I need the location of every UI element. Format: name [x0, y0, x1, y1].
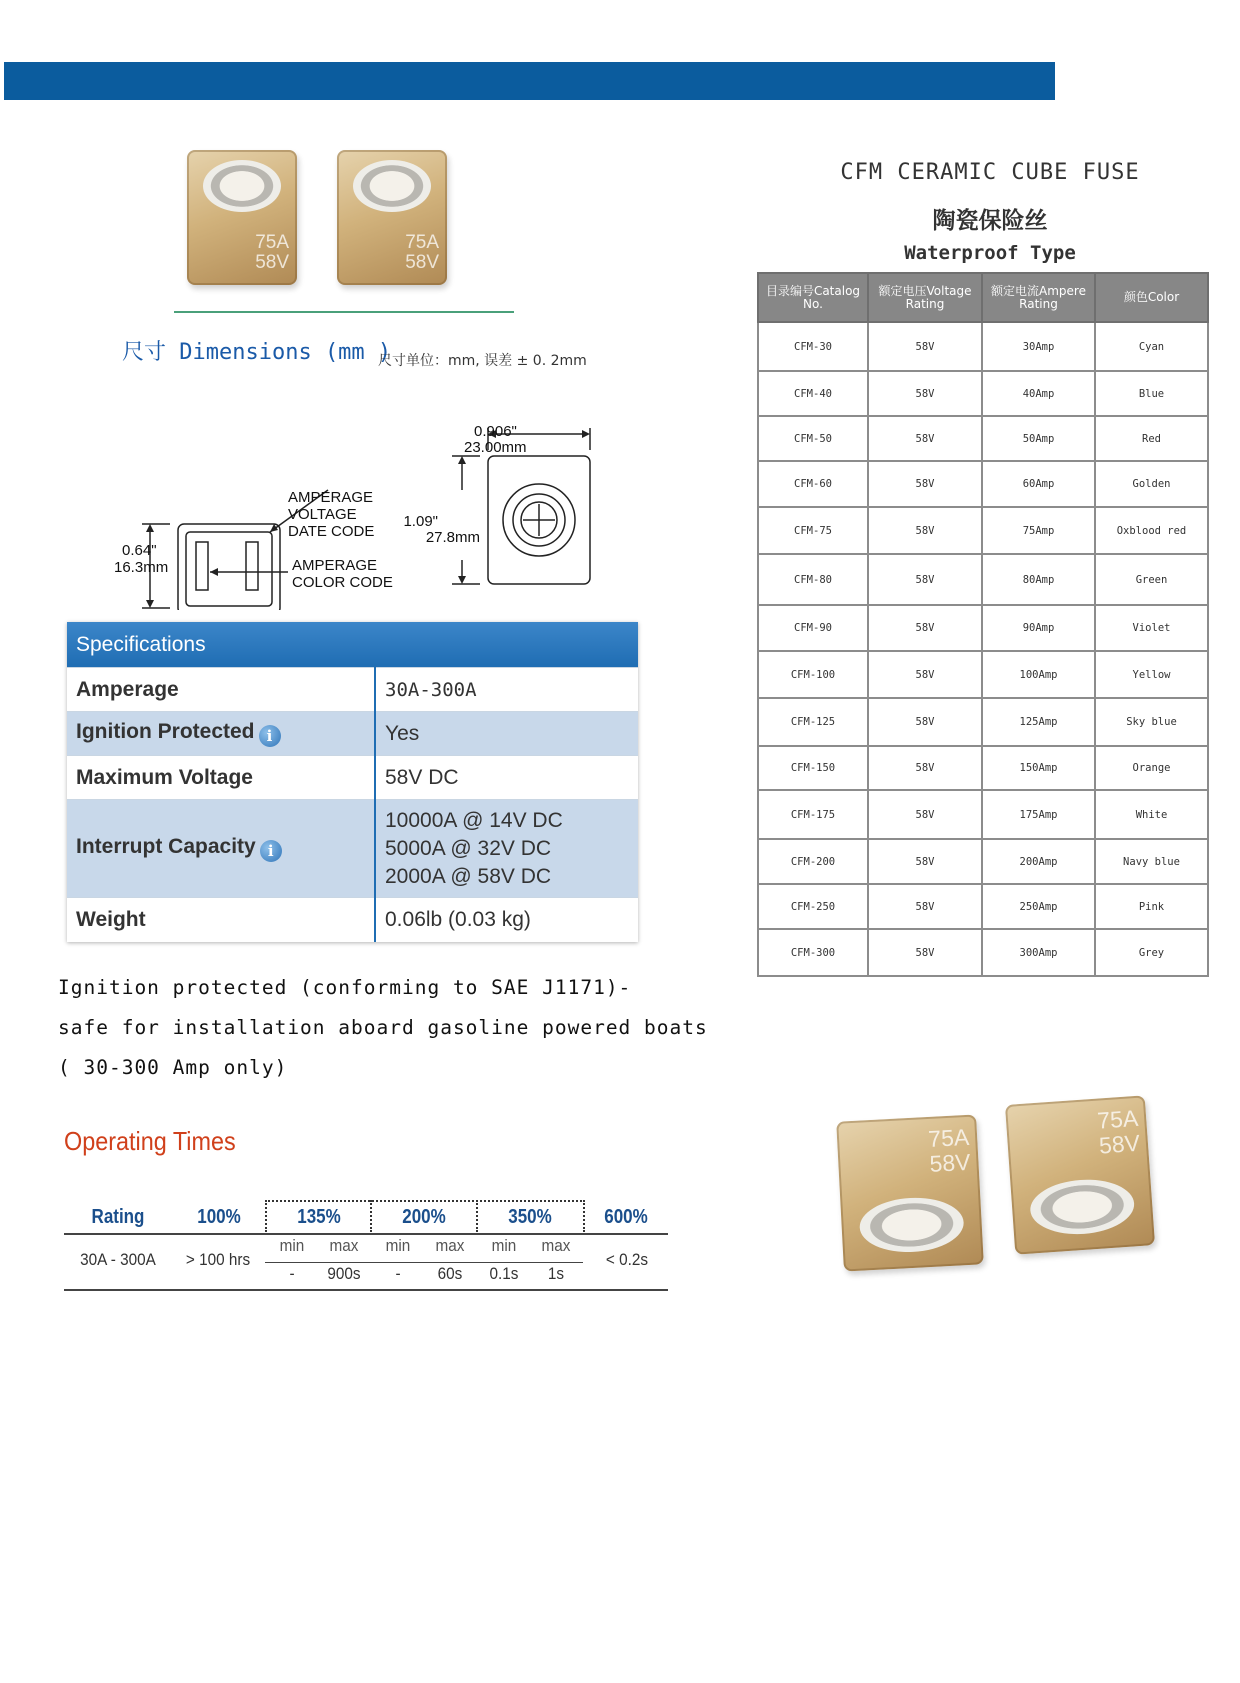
arrowhead — [458, 456, 466, 464]
catalog-row — [758, 790, 1208, 839]
spec-value: 0.06lb (0.03 kg) — [375, 898, 638, 942]
voltage-cell: 58V — [868, 605, 982, 651]
spec-key: Maximum Voltage — [67, 756, 375, 800]
catalog-no-cell: CFM-175 — [758, 790, 868, 839]
spec-row — [67, 756, 638, 800]
color-cell: Grey — [1095, 929, 1208, 976]
catalog-no-cell: CFM-100 — [758, 651, 868, 698]
op-value: 900s — [327, 1264, 361, 1283]
ampere-cell: 300Amp — [982, 929, 1095, 976]
terminal-ring — [858, 1195, 965, 1254]
terminal-ring — [203, 160, 281, 212]
op-value: - — [289, 1264, 295, 1283]
arrowhead — [210, 568, 218, 576]
catalog-row — [758, 839, 1208, 884]
product-title: CFM CERAMIC CUBE FUSE — [840, 160, 1140, 185]
dotted-rule — [370, 1200, 372, 1232]
ampere-cell: 175Amp — [982, 790, 1095, 839]
specifications-table — [67, 622, 638, 942]
catalog-row — [758, 554, 1208, 605]
height-mm-label: 27.8mm — [425, 529, 480, 546]
height-in-label: 1.09" — [403, 513, 438, 530]
op-value: 60s — [437, 1264, 463, 1283]
spec-value: 30A-300A — [375, 668, 638, 712]
catalog-no-cell: CFM-250 — [758, 884, 868, 929]
color-cell: Navy blue — [1095, 839, 1208, 884]
catalog-no-cell: CFM-80 — [758, 554, 868, 605]
voltage-cell: 58V — [868, 554, 982, 605]
width-mm-label: 23.00mm — [464, 439, 527, 456]
fuse-image — [836, 1114, 984, 1271]
op-value: 0.1s — [489, 1264, 519, 1283]
color-cell: Red — [1095, 416, 1208, 461]
catalog-row — [758, 605, 1208, 651]
voltage-cell: 58V — [868, 461, 982, 507]
op-header-200: 200% — [402, 1206, 446, 1228]
label-date-code: DATE CODE — [288, 523, 375, 540]
catalog-header-cell: 额定电流Ampere Rating — [982, 273, 1095, 322]
spec-key: Ignition Protected — [76, 720, 255, 743]
op-sub-min: min — [279, 1236, 305, 1255]
op-sub-max: max — [435, 1236, 465, 1255]
ampere-cell: 75Amp — [982, 507, 1095, 554]
op-header-135: 135% — [297, 1206, 341, 1228]
side-terminal-right — [246, 542, 258, 590]
ignition-note-line: Ignition protected (conforming to SAE J1171)- — [58, 976, 632, 999]
ampere-cell: 250Amp — [982, 884, 1095, 929]
color-cell: Green — [1095, 554, 1208, 605]
catalog-no-cell: CFM-75 — [758, 507, 868, 554]
arrowhead — [146, 524, 154, 532]
op-sub-max: max — [541, 1236, 571, 1255]
op-value: - — [395, 1264, 401, 1283]
voltage-cell: 58V — [868, 371, 982, 416]
spec-key: Weight — [67, 898, 375, 942]
voltage-cell: 58V — [868, 746, 982, 790]
catalog-row — [758, 461, 1208, 507]
catalog-no-cell: CFM-125 — [758, 698, 868, 746]
ampere-cell: 80Amp — [982, 554, 1095, 605]
catalog-row — [758, 322, 1208, 371]
catalog-row — [758, 929, 1208, 976]
op-sub-max: max — [329, 1236, 359, 1255]
voltage-cell: 58V — [868, 651, 982, 698]
ampere-cell: 60Amp — [982, 461, 1095, 507]
divider — [174, 311, 514, 313]
catalog-no-cell: CFM-300 — [758, 929, 868, 976]
ampere-cell: 100Amp — [982, 651, 1095, 698]
catalog-no-cell: CFM-150 — [758, 746, 868, 790]
label-voltage: VOLTAGE — [288, 506, 357, 523]
catalog-no-cell: CFM-30 — [758, 322, 868, 371]
header-band — [4, 62, 1055, 100]
catalog-row — [758, 884, 1208, 929]
ampere-cell: 125Amp — [982, 698, 1095, 746]
color-cell: White — [1095, 790, 1208, 839]
fuse-marking: 75A 58V — [405, 232, 439, 273]
catalog-table — [757, 272, 1209, 977]
side-view-inner — [186, 532, 272, 606]
ampere-cell: 150Amp — [982, 746, 1095, 790]
catalog-header-cell: 额定电压Voltage Rating — [868, 273, 982, 322]
catalog-header-cell: 颜色Color — [1095, 273, 1208, 322]
op-100-value: > 100 hrs — [185, 1250, 251, 1269]
product-title-cn: 陶瓷保险丝 — [932, 208, 1048, 234]
arrowhead — [146, 600, 154, 608]
spec-key: Interrupt Capacity — [76, 835, 256, 858]
ampere-cell: 50Amp — [982, 416, 1095, 461]
arrowhead — [458, 576, 466, 584]
dimension-drawing — [100, 420, 620, 610]
fuse-marking: 75A 58V — [1096, 1104, 1141, 1159]
color-cell: Golden — [1095, 461, 1208, 507]
ampere-cell: 200Amp — [982, 839, 1095, 884]
dotted-rule — [583, 1200, 585, 1232]
ampere-cell: 40Amp — [982, 371, 1095, 416]
voltage-cell: 58V — [868, 698, 982, 746]
color-cell: Pink — [1095, 884, 1208, 929]
catalog-header-row — [758, 273, 1208, 322]
catalog-row — [758, 651, 1208, 698]
catalog-no-cell: CFM-90 — [758, 605, 868, 651]
terminal-ring — [353, 160, 431, 212]
op-header-350: 350% — [508, 1206, 552, 1228]
color-cell: Yellow — [1095, 651, 1208, 698]
dimensions-note: 尺寸单位：mm, 误差 ± 0. 2mm — [378, 353, 587, 369]
catalog-no-cell: CFM-50 — [758, 416, 868, 461]
ignition-note-line: safe for installation aboard gasoline powered boats — [58, 1016, 708, 1039]
ignition-note-line: ( 30-300 Amp only) — [58, 1056, 288, 1079]
info-icon[interactable]: i — [260, 840, 282, 862]
op-header-100: 100% — [197, 1206, 241, 1228]
op-sub-min: min — [385, 1236, 411, 1255]
color-cell: Cyan — [1095, 322, 1208, 371]
color-cell: Blue — [1095, 371, 1208, 416]
ampere-cell: 90Amp — [982, 605, 1095, 651]
operating-times-title: Operating Times — [64, 1126, 236, 1156]
voltage-cell: 58V — [868, 790, 982, 839]
voltage-cell: 58V — [868, 416, 982, 461]
dotted-rule-top — [265, 1200, 585, 1202]
op-header-600: 600% — [604, 1206, 648, 1228]
op-rating-value: 30A - 300A — [80, 1250, 156, 1269]
op-rule — [64, 1233, 668, 1235]
dotted-rule — [265, 1200, 267, 1232]
op-rule — [265, 1262, 583, 1263]
fuse-image — [1005, 1095, 1155, 1254]
color-cell: Orange — [1095, 746, 1208, 790]
label-color-code: COLOR CODE — [292, 574, 393, 591]
spec-key-cell — [67, 712, 375, 756]
op-600-value: < 0.2s — [605, 1250, 649, 1269]
op-rule — [64, 1289, 668, 1291]
catalog-no-cell: CFM-200 — [758, 839, 868, 884]
terminal-ring — [1028, 1176, 1136, 1237]
dotted-rule — [476, 1200, 478, 1232]
voltage-cell: 58V — [868, 929, 982, 976]
op-value: 1s — [547, 1264, 565, 1283]
spec-value: 5000A @ 32V DC — [385, 836, 552, 860]
catalog-row — [758, 507, 1208, 554]
depth-in-label: 0.64" — [122, 542, 157, 559]
fuse-marking: 75A 58V — [927, 1123, 972, 1177]
spec-key: Amperage — [67, 668, 375, 712]
catalog-no-cell: CFM-40 — [758, 371, 868, 416]
catalog-row — [758, 746, 1208, 790]
color-cell: Violet — [1095, 605, 1208, 651]
catalog-row — [758, 698, 1208, 746]
spec-value: 2000A @ 58V DC — [385, 864, 552, 888]
color-cell: Oxblood red — [1095, 507, 1208, 554]
op-header-rating: Rating — [91, 1206, 145, 1228]
spec-value: Yes — [375, 712, 638, 756]
fuse-image — [337, 150, 447, 285]
spec-row — [67, 712, 638, 756]
depth-mm-label: 16.3mm — [114, 559, 169, 576]
voltage-cell: 58V — [868, 839, 982, 884]
side-view-outline — [178, 524, 280, 610]
spec-row — [67, 668, 638, 712]
product-subtitle: Waterproof Type — [904, 242, 1076, 264]
fuse-marking: 75A 58V — [255, 232, 289, 273]
catalog-header-cell: 目录编号Catalog No. — [758, 273, 868, 322]
dimensions-title: 尺寸 Dimensions (mm ) — [122, 340, 392, 365]
catalog-no-cell: CFM-60 — [758, 461, 868, 507]
fuse-image — [187, 150, 297, 285]
spec-key-cell — [67, 800, 375, 898]
label-amperage-2: AMPERAGE — [292, 557, 378, 574]
catalog-body — [758, 322, 1208, 976]
catalog-row — [758, 416, 1208, 461]
info-icon[interactable]: i — [259, 725, 281, 747]
spec-value: 58V DC — [375, 756, 638, 800]
specifications-header: Specifications — [67, 622, 638, 668]
arrowhead — [582, 430, 590, 438]
color-cell: Sky blue — [1095, 698, 1208, 746]
voltage-cell: 58V — [868, 884, 982, 929]
width-in-label: 0.906" — [474, 423, 517, 440]
side-terminal-left — [196, 542, 208, 590]
voltage-cell: 58V — [868, 507, 982, 554]
catalog-row — [758, 371, 1208, 416]
ampere-cell: 30Amp — [982, 322, 1095, 371]
spec-value-cell — [375, 800, 638, 898]
spec-row — [67, 800, 638, 898]
ignition-note — [58, 968, 708, 1088]
spec-value: 10000A @ 14V DC — [385, 808, 563, 832]
label-amperage: AMPERAGE — [288, 489, 374, 506]
op-sub-min: min — [491, 1236, 517, 1255]
voltage-cell: 58V — [868, 322, 982, 371]
spec-row — [67, 898, 638, 942]
